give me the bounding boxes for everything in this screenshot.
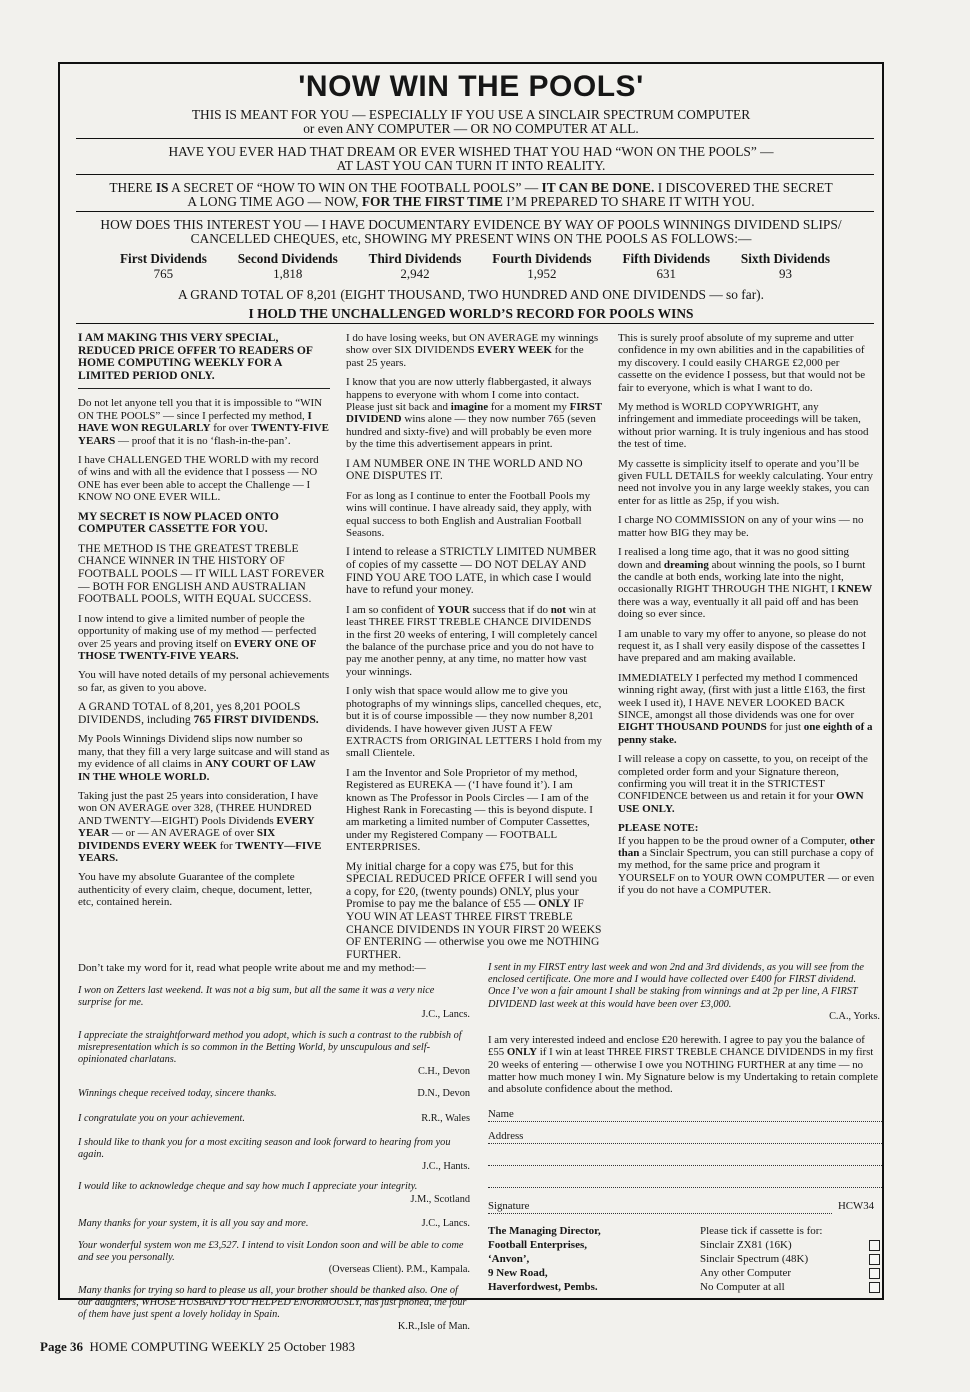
column-2 [346, 332, 602, 968]
dividend-fourth: Fourth Dividends 1,952 [492, 251, 592, 281]
col2-para: I do have losing weeks, but ON AVERAGE my winnings show over SIX DIVIDENDS EVERY WEEK for the past 25 years. [346, 332, 599, 369]
col3-para: I will release a copy on cassette, to you, on receipt of the completed order form and your Signature thereon, confirming you will treat it in the STRICTEST CONFIDENCE between us and retain it for your OWN USE ONLY. [618, 753, 868, 815]
col1-para: Do not let anyone tell you that it is impossible to “WIN ON THE POOLS” — since I perfected my method, I HAVE WON REGULARLY for over TWENTY-FIVE YEARS — proof that it is no ‘flash-in-the-pan’. [78, 397, 329, 447]
testimonial: Many thanks for trying so hard to please us all, your brother should be thanked also. One of our daughters, WHOSE HUSBAND YOU HELPED ENORMOUSLY, has just phoned, the four of them have just spent a lovely holiday in Spain. K.R.,Isle of Man. [78, 1284, 470, 1333]
testimonial: Many thanks for your system, it is all you say and more. J.C., Lancs. [78, 1217, 470, 1229]
intro-line-1: THIS IS MEANT FOR YOU — ESPECIALLY IF YOU USE A SINCLAIR SPECTRUM COMPUTER [191, 107, 751, 122]
cassette-options: Please tick if cassette is for: Sinclair ZX81 (16K) Sinclair Spectrum (48K) Any other Computer No Computer at all [700, 1224, 880, 1294]
col1-secret: MY SECRET IS NOW PLACED ONTO COMPUTER CASSETTE FOR YOU. [78, 509, 279, 536]
dividend-third: Third Dividends 2,942 [368, 251, 462, 281]
col3-para: I charge NO COMMISSION on any of your wins — no matter how BIG they may be. [618, 514, 864, 539]
testimonial: I won on Zetters last weekend. It was not a big sum, but all the same it was a very nice surprise for me. J.C., Lancs. [78, 985, 470, 1021]
right-testimonial: I sent in my FIRST entry last week and won 2nd and 3rd dividends, as you will see from the enclosed certificate. One more and I would have collected over £400 for FIRST dividend. Once I’ve won a fair amount I shall be staking from winnings and at 2p per line, A FIRST DIVIDEND last week at this would have been over £3,000. C.A., Yorks. [488, 962, 880, 1022]
order-undertaking: I am very interested indeed and enclose £20 herewith. I agree to pay you the balance of £55 ONLY if I win at least THREE FIRST TREBLE CHANCE DIVIDENDS in my first 20 weeks of entering — otherwise I owe you NOTHING FURTHER at any time — no matter how much money I win. My Signature below is my Undertaking to retain complete and absolute confidence about the method. [488, 1034, 879, 1096]
col1-para: My Pools Winnings Dividend slips now number so many, that they fill a very large suitcase and will stand as my evidence of all claims in ANY COURT OF LAW IN THE WHOLE WORLD. [78, 733, 330, 783]
testimonial: I would like to acknowledge cheque and say how much I appreciate your integrity. J.M., Scotland [78, 1181, 470, 1205]
record-claim: I HOLD THE UNCHALLENGED WORLD’S RECORD FOR POOLS WINS [248, 306, 694, 321]
secret-line-2: A LONG TIME AGO — NOW, FOR THE FIRST TIME I’M PREPARED TO SHARE IT WITH YOU. [187, 194, 755, 209]
grand-total: A GRAND TOTAL OF 8,201 (EIGHT THOUSAND, TWO HUNDRED AND ONE DIVIDENDS — so far). [178, 287, 764, 302]
intro-line-2: or even ANY COMPUTER — OR NO COMPUTER AT ALL. [303, 121, 639, 136]
col2-para: I know that you are now utterly flabbergasted, it always happens to everyone with whom I come into contact. Please just sit back and imagine for a moment my FIRST DIVIDEND wins alone — they now number 765 (seven hundred and sixty-five) and will probably be even more by the time this advertisement appears in print. [346, 376, 602, 451]
postal-address: The Managing Director, Football Enterprises, ‘Anvon’, 9 New Road, Haverfordwest, Pembs. [488, 1225, 601, 1293]
testimonials-list [78, 985, 470, 1341]
address-field[interactable]: Address [488, 1130, 882, 1144]
col3-para: My method is WORLD COPYWRIGHT, any infringement and immediate proceedings will be taken, without prior warning. It is truly ingenious and has stood the test of time. [618, 401, 869, 451]
col2-para: I am the Inventor and Sole Proprietor of my method, Registered as EUREKA — (‘I have found it’). I am known as The Professor in Pools Circles — I am of the Highest Rank in Forecasting — this is beyond dispute. I am marketing a limited number of Computer Cassettes, under my Registered Company — FOOTBALL ENTERPRISES. [346, 766, 593, 854]
col1-para: I now intend to give a limited number of people the opportunity of making use of my method — perfected over 25 years and proving itself on EVERY ONE OF THOSE TWENTY-FIVE YEARS. [78, 612, 317, 662]
please-note-heading: PLEASE NOTE: [618, 822, 699, 835]
dividend-sixth: Sixth Dividends 93 [740, 251, 830, 281]
testimonial: I appreciate the straightforward method you adopt, which is such a contrast to the rubbish of misrepresentation which is so common in the Betting World, by unscupulous and self-opinionated charlatans. C.H., Devon [78, 1029, 470, 1078]
col3-para: I am unable to vary my offer to anyone, so please do not request it, as I shall very easily dispose of the cassettes I have prepared and am making available. [618, 627, 867, 665]
col2-para: For as long as I continue to enter the Football Pools my wins will continue. I have already said, they apply, with equal success to both English and Australian Football Seasons. [346, 489, 592, 540]
dividend-fifth: Fifth Dividends 631 [622, 251, 711, 281]
col1-para: You will have noted details of my personal achievements so far, as given to you above. [78, 669, 330, 694]
testimonial: I should like to thank you for a most exciting season and look forward to hearing from you again. J.C., Hants. [78, 1136, 470, 1173]
address-line-3[interactable] [488, 1174, 882, 1188]
checkbox[interactable] [869, 1282, 880, 1293]
testimonial: Your wonderful system won me £3,527. I intend to visit London soon and will be able to come and see you personally. (Overseas Client). P.M., Kampala. [78, 1240, 470, 1276]
col2-para: I only wish that space would allow me to give you photographs of my winnings slips, cancelled cheques, etc, but it is of course impossible — they now number 8,201 dividends. I have however given JUST A FEW EXTRACTS from ORIGINAL LETTERS I hold from my small Clientele. [346, 685, 602, 760]
col1-para: You have my absolute Guarantee of the complete authenticity of every claim, cheque, document, letter, etc, contained herein. [78, 871, 313, 909]
col3-para: I realised a long time ago, that it was no good sitting down and dreaming about winning the pools, so I burnt the candle at both ends, working late into the night, occasionally RIGHT THROUGH THE NIGHT, I KNEW there was a way, eventually it all paid off and has been doing so ever since. [618, 546, 873, 621]
secret-line-1: THERE IS A SECRET OF “HOW TO WIN ON THE FOOTBALL POOLS” — IT CAN BE DONE. I DISCOVERED THE SECRET [109, 180, 833, 195]
col2-para: I am so confident of YOUR success that if do not win at least THREE FIRST TREBLE CHANCE DIVIDENDS in the first 20 weeks of entering, I will completely cancel the balance of the purchase price and you do not have to pay me another penny, at any time, no matter how vast your winnings. [346, 603, 598, 678]
option-other-computer[interactable]: Any other Computer [700, 1266, 880, 1280]
col3-para: My cassette is simplicity itself to operate and you’ll be given FULL DETAILS for weekly calculating. Your entry need not involve you in any large weekly stakes, you can enter for as little as 25p, if you wish. [618, 457, 874, 507]
column-3 [618, 332, 876, 904]
col1-para: I have CHALLENGED THE WORLD with my record of wins and with all the evidence that I possess — NO ONE has ever been able to accept the Challenge — I KNOW NO ONE EVER WILL. [78, 454, 319, 504]
headline: 'NOW WIN THE POOLS' [298, 70, 644, 103]
option-zx81[interactable]: Sinclair ZX81 (16K) [700, 1238, 880, 1252]
checkbox[interactable] [869, 1254, 880, 1265]
col1-method: THE METHOD IS THE GREATEST TREBLE CHANCE WINNER IN THE HISTORY OF FOOTBALL POOLS — IT WILL LAST FOREVER — BOTH FOR ENGLISH AND AUSTRALIAN FOOTBALL POOLS, WITH EQUAL SUCCESS. [78, 541, 325, 606]
divider [76, 323, 874, 324]
evidence-line-1: HOW DOES THIS INTEREST YOU — I HAVE DOCUMENTARY EVIDENCE BY WAY OF POOLS WINNINGS DIVIDEND SLIPS/ [100, 217, 842, 232]
divider [76, 138, 874, 139]
col2-limited: I intend to release a STRICTLY LIMITED NUMBER of copies of my cassette — DO NOT DELAY AND FIND YOU ARE TOO LATE, in which case I would have to refund your money. [346, 545, 597, 597]
col2-number-one: I AM NUMBER ONE IN THE WORLD AND NO ONE DISPUTES IT. [346, 456, 583, 483]
testimonials-intro: Don’t take my word for it, read what people write about me and my method:— [78, 962, 426, 974]
checkbox[interactable] [869, 1268, 880, 1279]
order-code: HCW34 [838, 1200, 874, 1212]
address-line-2[interactable] [488, 1152, 882, 1166]
dividend-first: First Dividends 765 [120, 251, 207, 281]
col1-para: Taking just the past 25 years into consideration, I have won ON AVERAGE over 328, (THREE HUNDRED AND TWENTY—EIGHT) Pools Dividends EVERY YEAR — or — AN AVERAGE of over SIX DIVIDENDS EVERY WEEK for TWENTY—FIVE YEARS. [78, 790, 322, 865]
column-1 [78, 332, 330, 916]
option-no-computer[interactable]: No Computer at all [700, 1280, 880, 1294]
testimonial: I congratulate you on your achievement. R.R., Wales [78, 1112, 470, 1124]
col3-para: IMMEDIATELY I perfected my method I commenced winning right away, (first with just a little £163, the first week I used it), I HAVE NEVER LOOKED BACK SINCE, amongst all those dividends was one for over EIGHT THOUSAND POUNDS for just one eighth of a penny stake. [618, 671, 873, 746]
col2-price: My initial charge for a copy was £75, but for this SPECIAL REDUCED PRICE OFFER I will send you a copy, for £20, (twenty pounds) ONLY, plus your Promise to pay me the balance of £55 — ONLY IF YOU WIN AT LEAST THREE FIRST TREBLE CHANCE DIVIDENDS IN YOUR FIRST 20 WEEKS OF ENTERING — otherwise you owe me NOTHING FURTHER. [346, 859, 602, 961]
pools-advert [58, 62, 884, 1333]
testimonial: Winnings cheque received today, sincere thanks. D.N., Devon [78, 1088, 470, 1100]
special-offer: I AM MAKING THIS VERY SPECIAL, REDUCED PRICE OFFER TO READERS OF HOME COMPUTING WEEKLY FOR A LIMITED PERIOD ONLY. [78, 332, 330, 389]
evidence-line-2: CANCELLED CHEQUES, etc, SHOWING MY PRESENT WINS ON THE POOLS AS FOLLOWS:— [190, 231, 752, 246]
dividend-second: Second Dividends 1,818 [237, 251, 338, 281]
page-footer: Page 36 HOME COMPUTING WEEKLY 25 October 1983 [40, 1339, 355, 1354]
dream-line-1: HAVE YOU EVER HAD THAT DREAM OR EVER WISHED THAT YOU HAD “WON ON THE POOLS” — [168, 144, 774, 159]
divider [76, 174, 874, 175]
divider [76, 211, 874, 212]
col3-para: This is surely proof absolute of my supreme and utter confidence in my own abilities and in the capabilities of my discovery. I could easily CHARGE £2,000 per cassette on the evidence I possess, but that would not be fair to everyone, which is what I want to do. [618, 332, 866, 394]
checkbox[interactable] [869, 1240, 880, 1251]
dividend-table [120, 251, 830, 281]
signature-field[interactable]: Signature [488, 1200, 832, 1214]
col1-total: A GRAND TOTAL of 8,201, yes 8,201 POOLS DIVIDENDS, including 765 FIRST DIVIDENDS. [78, 700, 319, 726]
dream-line-2: AT LAST YOU CAN TURN IT INTO REALITY. [336, 158, 606, 173]
option-spectrum[interactable]: Sinclair Spectrum (48K) [700, 1252, 880, 1266]
name-field[interactable]: Name [488, 1108, 882, 1122]
col3-note: If you happen to be the proud owner of a Computer, other than a Sinclair Spectrum, you can still purchase a copy of my method, for the same price and program it YOURSELF on to YOUR OWN COMPUTER — or even if you do not have a COMPUTER. [618, 834, 875, 897]
